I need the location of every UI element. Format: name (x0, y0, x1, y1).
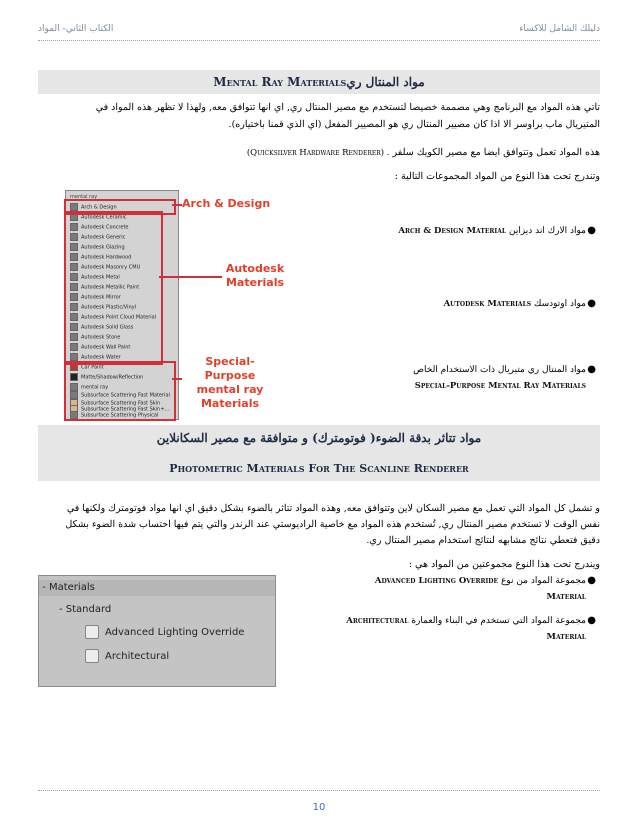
section1-title (38, 75, 600, 89)
list-item: Autodesk Plastic/Vinyl (70, 303, 174, 311)
materials-panel-screenshot (38, 575, 276, 687)
standard-rollout: - Standard (59, 604, 112, 615)
section1-para2-en: (Quicksilver Hardware Renderer) . (246, 148, 390, 158)
material-icon (85, 649, 99, 663)
section1-para2-ar: هذه المواد تعمل وتتوافق ايضا مع مصير الكويك سلفر (392, 147, 600, 158)
list-item: Autodesk Ceramic (70, 213, 174, 221)
section2-para1-line1: و تشمل كل المواد التي تعمل مع مصير السكان لاين وتتوافق معه, وهذه المواد تتاثر بالضوء بشكل دقيق اي انها مواد فوتومترك ولكنها في (66, 503, 600, 514)
bullet-architectural: مجموعة المواد التي تستخدم في البناء والعمارة Architectural (346, 616, 586, 626)
bullet-dot: ● (587, 575, 596, 586)
arch-arrow (172, 204, 182, 206)
list-item: Subsurface Scattering Fast Skin+... (70, 405, 174, 413)
list-item: Autodesk Solid Glass (70, 323, 174, 331)
bullet-dot: ● (587, 364, 596, 375)
section1-para1-line1: تاتي هذه المواد مع البرنامج وهي مصممة خصيصا لتستخدم مع مصير المنتال ري, اي انها تتوافق معه, ولهذا لا تظهر هذه المواد في (95, 102, 600, 113)
section1-para3: وتندرج تحت هذا النوع من المواد المجموعات التالية : (394, 171, 600, 182)
section1-title-en: Mental Ray Materials (213, 75, 347, 89)
list-item: Autodesk Generic (70, 233, 174, 241)
list-item: Arch & Design (70, 203, 174, 211)
list-item: Autodesk Metallic Paint (70, 283, 174, 291)
bullet-advanced-lighting-cont: Material (546, 592, 586, 602)
list-item: Autodesk Point Cloud Material (70, 313, 174, 321)
list-item: Autodesk Wall Paint (70, 343, 174, 351)
screenshot-header: mental ray (70, 194, 98, 200)
section2-para2: ويندرج تحت هذا النوع مجموعتين من المواد هي : (408, 559, 600, 570)
list-item: Subsurface Scattering Physical (70, 411, 174, 419)
header-book-title: الكتاب الثاني- المواد (38, 24, 114, 34)
page-number: 10 (312, 802, 326, 813)
autodesk-highlight (64, 211, 163, 365)
bullet-dot: ● (587, 225, 596, 236)
bullet-dot: ● (587, 298, 596, 309)
list-item: Autodesk Water (70, 353, 174, 361)
list-item: Advanced Lighting Override (85, 624, 244, 642)
bullet-special-purpose-en: Special-Purpose Mental Ray Materials (414, 381, 586, 391)
list-item: Autodesk Hardwood (70, 253, 174, 261)
bullet-arch-design: مواد الارك اند ديزاين Arch & Design Material (398, 226, 586, 236)
list-item: Autodesk Stone (70, 333, 174, 341)
footer-divider (38, 790, 600, 791)
list-item: Autodesk Mirror (70, 293, 174, 301)
section1-para2 (38, 147, 600, 158)
materials-rollout: - Materials (39, 580, 275, 596)
header-divider (38, 40, 600, 41)
list-item: Autodesk Concrete (70, 223, 174, 231)
list-item: Architectural (85, 648, 169, 666)
section2-title-ar: مواد تتاثر بدقة الضوء( فوتومترك) و متوافقة مع مصير السكانلاين (156, 431, 482, 445)
list-item: mental ray (70, 383, 174, 391)
header-guide-title: دليلك الشامل للاكساء (519, 24, 600, 34)
list-item: Autodesk Metal (70, 273, 174, 281)
list-item: Car Paint (70, 363, 174, 371)
bullet-autodesk: مواد اوتودسك Autodesk Materials (443, 299, 586, 309)
section2-para1-line3: دقيق فتعطي نتائج مشابهه لنتائج استخدام مصير المنتال ري. (366, 535, 600, 546)
bullet-architectural-cont: Material (546, 632, 586, 642)
list-item: Matte/Shadow/Reflection (70, 373, 174, 381)
list-item: Autodesk Masonry CMU (70, 263, 174, 271)
list-item: Subsurface Scattering Fast Material (70, 391, 174, 399)
section1-para1-line2: المتيريال ماب براوسر الا اذا كان مصيير المنتال ري هو المصيير المفعل (اي الذي قمنا باختياره). (228, 119, 600, 130)
section1-title-ar: مواد المنتال ري (346, 75, 425, 89)
callout-arch-design: Arch & Design (182, 197, 271, 210)
special-purpose-highlight (64, 361, 176, 421)
bullet-dot: ● (587, 615, 596, 626)
autodesk-arrow (159, 276, 222, 278)
callout-autodesk: Autodesk Materials (225, 262, 285, 289)
material-icon (85, 625, 99, 639)
list-item: Autodesk Glazing (70, 243, 174, 251)
bullet-special-purpose-ar: مواد المنتال ري متيريال ذات الاستخدام الخاص (413, 365, 586, 375)
list-item: Subsurface Scattering Fast Skin (70, 399, 174, 407)
special-arrow (172, 378, 182, 380)
section2-title-en: Photometric Materials For The Scanline Renderer (169, 462, 469, 475)
callout-special-purpose: Special-Purpose mental ray Materials (196, 355, 264, 410)
bullet-advanced-lighting: مجموعة المواد من نوع Advanced Lighting Override (374, 576, 586, 586)
section2-para1-line2: نفس الوقت لا تستخدم مصير المنتال ري, تُستخدم هذه المواد مع خاصية الراديوستي عند الرندر والتي يتم فيها احتساب شدة الضوء بشكل (65, 519, 600, 530)
